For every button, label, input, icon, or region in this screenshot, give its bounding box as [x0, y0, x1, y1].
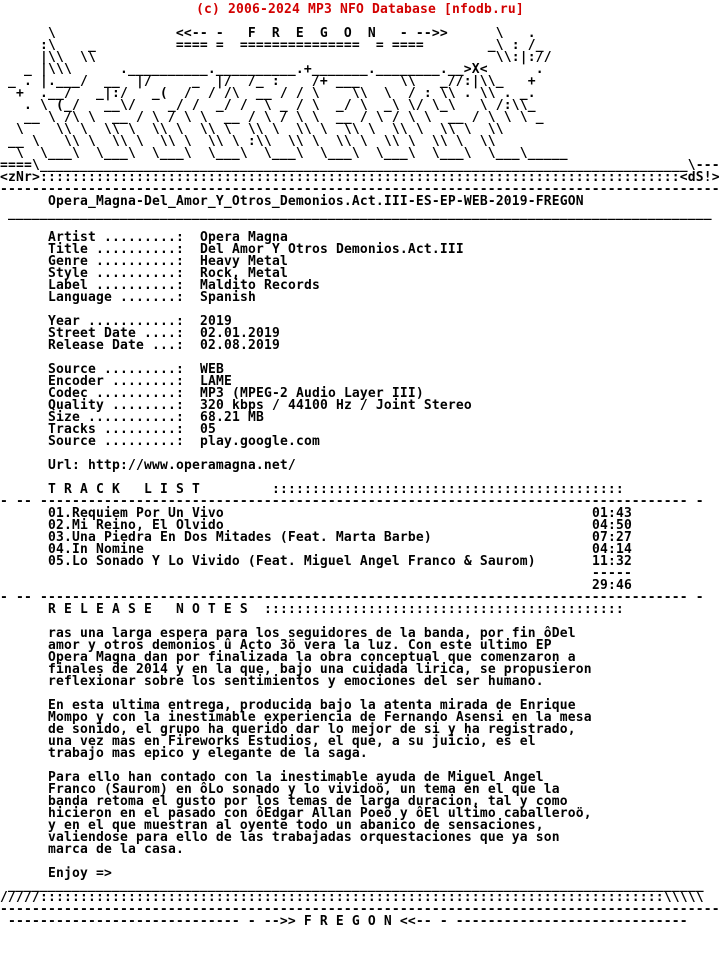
info-label: Street Date ....:	[48, 326, 184, 341]
release-name: Opera_Magna-Del_Amor_Y_Otros_Demonios.Act.III-ES-EP-WEB-2019-FREGON	[48, 194, 584, 209]
info-value: LAME	[200, 374, 232, 389]
notes-line	[0, 844, 720, 856]
info-value: WEB	[200, 362, 224, 377]
info-label: Title ..........:	[48, 242, 184, 257]
info-label: Release Date ...:	[48, 338, 184, 353]
notes-text: amor y otros demonios û Acto 3ö vera la luz. Con este ultimo EP	[48, 638, 552, 653]
notes-text: finales de 2014 y en la que, bajo una cuidada lirica, se propusieron	[48, 662, 592, 677]
track-title: 03.Una Piedra En Dos Mitades (Feat. Marta Barbe)	[48, 530, 432, 545]
info-value: MP3 (MPEG-2 Audio Layer III)	[200, 386, 424, 401]
ascii-art-line: :\ _ ==== = =============== = ==== _\ : /_	[0, 38, 544, 53]
release-notes-header	[0, 604, 720, 616]
notes-text: banda retoma el gusto por los temas de larga duracion, tal y como	[48, 794, 568, 809]
release-notes-title: R E L E A S E N O T E S	[48, 602, 248, 617]
section-divider: - -- --------------------------------------------------------------------------------- -	[0, 494, 704, 509]
ascii-art-line: \ <<-- - F R E G O N - -->> \ .	[0, 26, 536, 41]
track-title: 05.Lo Sonado Y Lo Vivido (Feat. Miguel Angel Franco & Saurom)	[48, 554, 536, 569]
track-title: 01.Requiem Por Un Vivo	[48, 506, 224, 521]
info-value: 05	[200, 422, 216, 437]
footer-top-rule: _______________________________________________________________________________________	[0, 878, 704, 893]
notes-line	[0, 748, 720, 760]
ascii-art-line: \ \\ \ \\ \ \\ \ \\ \ \\ \ \\ \ \\ \ \\ \ \\ \ \\	[0, 122, 504, 137]
info-value: play.google.com	[200, 434, 320, 449]
info-value: Del Amor Y Otros Demonios.Act.III	[200, 242, 464, 257]
scroller-line: <zNr>::::::::::::::::::::::::::::::::::::::::::::::::::::::::::::::::::::::::::::::::<dS!>	[0, 170, 720, 185]
info-label: Encoder ........:	[48, 374, 184, 389]
notes-paragraph-2	[0, 700, 720, 760]
info-value: 02.01.2019	[200, 326, 280, 341]
artist-url-line	[0, 460, 720, 472]
notes-text: ras una larga espera para los seguidores de la banda, por fin ôDel	[48, 626, 576, 641]
notes-text: valiendose para ello de las trabajadas orquestaciones que ya son	[48, 830, 560, 845]
notes-text: Franco (Saurom) en ôLo sonado y lo vividoö, un tema en el que la	[48, 782, 560, 797]
ascii-art-line: |\\ \\ \\:|://	[0, 50, 552, 65]
ascii-art-line: __ \ \\ \ \\ \ \\ \ \\ \ :\\ \\ \ \\ \ \\ \ \\ \ \\	[0, 134, 496, 149]
ascii-art-line: __ \ /\ \ __ / \ / \ \ __ / \ / \ \ __ / \ / \ \ __ / \ \ \ _	[0, 110, 544, 125]
artist-url: Url: http://www.operamagna.net/	[48, 458, 296, 473]
notes-text: Mompo y con la inestimable experiencia de Fernando Asensi en la mesa	[48, 710, 592, 725]
track-title: 04.In Nomine	[48, 542, 144, 557]
footer-dash-rule: ------------------------------------------------------------------------------------------	[0, 902, 720, 917]
info-label: Genre ..........:	[48, 254, 184, 269]
info-value: Rock, Metal	[200, 266, 288, 281]
divider-dash: ------------------------------------------------------------------------------------------	[0, 182, 720, 197]
info-row	[0, 340, 720, 352]
track-time: 04:50	[592, 518, 632, 533]
notes-text: trabajo mas epico y elegante de la saga.	[48, 746, 368, 761]
info-value: 320 kbps / 44100 Hz / Joint Stereo	[200, 398, 472, 413]
notes-text: Para ello han contado con la inestimable ayuda de Miguel Angel	[48, 770, 544, 785]
info-block-main	[0, 232, 720, 304]
track-time: 01:43	[592, 506, 632, 521]
section-divider: - -- --------------------------------------------------------------------------------- -	[0, 590, 704, 605]
info-block-encoding	[0, 364, 720, 448]
info-label: Tracks .........:	[48, 422, 184, 437]
info-label: Label ..........:	[48, 278, 184, 293]
ascii-art-line: \ \___\ \___\ \___\ \___\ \___\ \___\ \___\ \___\ \___\_____	[0, 146, 568, 161]
track-time: 04:14	[592, 542, 632, 557]
ascii-art-line: _ . |.___/ __ |/ _ |/ /_ : /+ ___ \\ _//:|\\_ +	[0, 74, 536, 89]
footer-scroller: /////::::::::::::::::::::::::::::::::::::::::::::::::::::::::::::::::::::::::::::::\\\\\	[0, 890, 704, 905]
ascii-art-logo	[0, 28, 720, 160]
info-value: Spanish	[200, 290, 256, 305]
notes-text: En esta ultima entrega, producida bajo la atenta mirada de Enrique	[48, 698, 576, 713]
info-value: Maldito Records	[200, 278, 320, 293]
info-label: Codec ..........:	[48, 386, 184, 401]
info-value: Heavy Metal	[200, 254, 288, 269]
nfodb-copyright-banner: (c) 2006-2024 MP3 NFO Database [nfodb.ru]	[196, 2, 524, 17]
info-row	[0, 292, 720, 304]
notes-line	[0, 676, 720, 688]
track-title: 02.Mi Reino, El Olvido	[48, 518, 224, 533]
notes-paragraph-3	[0, 772, 720, 856]
info-label: Year ...........:	[48, 314, 184, 329]
info-label: Artist .........:	[48, 230, 184, 245]
divider-underscore: ________________________________________________________________________________________	[0, 206, 712, 221]
track-time: 11:32	[592, 554, 632, 569]
notes-text: reflexionar sobre los sentimientos y emociones del ser humano.	[48, 674, 544, 689]
info-label: Quality ........:	[48, 398, 184, 413]
total-time: 29:46	[592, 578, 632, 593]
notes-text: Opera Magna dan por finalizada la obra conceptual que comenzaron a	[48, 650, 576, 665]
notes-text: y en el que muestran al oyente todo un abanico de sensaciones,	[48, 818, 544, 833]
notes-text: de sonido, el grupo ha querido dar lo mejor de si y ha registrado,	[48, 722, 576, 737]
info-block-dates	[0, 316, 720, 352]
ascii-art-line: . \ (_/ __\/ _/ / _/ / \ _ / \ _/ \ _\ \/ \_\ \ /:\\_	[0, 98, 536, 113]
track-time: 07:27	[592, 530, 632, 545]
footer-fregon-banner: ----------------------------- - -->> F R E G O N <<-- - -----------------------------	[0, 914, 688, 929]
info-label: Style ..........:	[48, 266, 184, 281]
notes-paragraph-1	[0, 628, 720, 688]
ascii-art-line: _ |\\\ .__________.__________.+_______.________.__>X< .	[0, 62, 544, 77]
total-rule: -----	[592, 566, 632, 581]
info-row	[0, 436, 720, 448]
info-value: 2019	[200, 314, 232, 329]
tracklist-title: T R A C K L I S T	[48, 482, 200, 497]
info-label: Size ...........:	[48, 410, 184, 425]
release-notes-title-colons: :::::::::::::::::::::::::::::::::::::::::::::	[264, 602, 624, 617]
notes-text: una vez mas en Fireworks Estudios, el que, a su juicio, es el	[48, 734, 536, 749]
enjoy-text: Enjoy =>	[48, 866, 112, 881]
info-value: 68.21 MB	[200, 410, 264, 425]
tracklist-title-colons: ::::::::::::::::::::::::::::::::::::::::::::	[272, 482, 624, 497]
info-label: Source .........:	[48, 362, 184, 377]
notes-text: hicieron en el pasado con ôEdgar Allan Poeö y ôEl ultimo caballeroö,	[48, 806, 592, 821]
notes-text: marca de la casa.	[48, 842, 184, 857]
info-label: Source .........:	[48, 434, 184, 449]
track-list	[0, 508, 720, 568]
info-value: Opera Magna	[200, 230, 288, 245]
info-value: 02.08.2019	[200, 338, 280, 353]
ascii-art-base-line: ====\_________________________________________________________________________________\---	[0, 158, 720, 173]
ascii-art-line: + .__/ _|:/ _( / / /\ __ / / \ \\ \ / : \\ . \\ . _.	[0, 86, 536, 101]
info-label: Language .......:	[48, 290, 184, 305]
